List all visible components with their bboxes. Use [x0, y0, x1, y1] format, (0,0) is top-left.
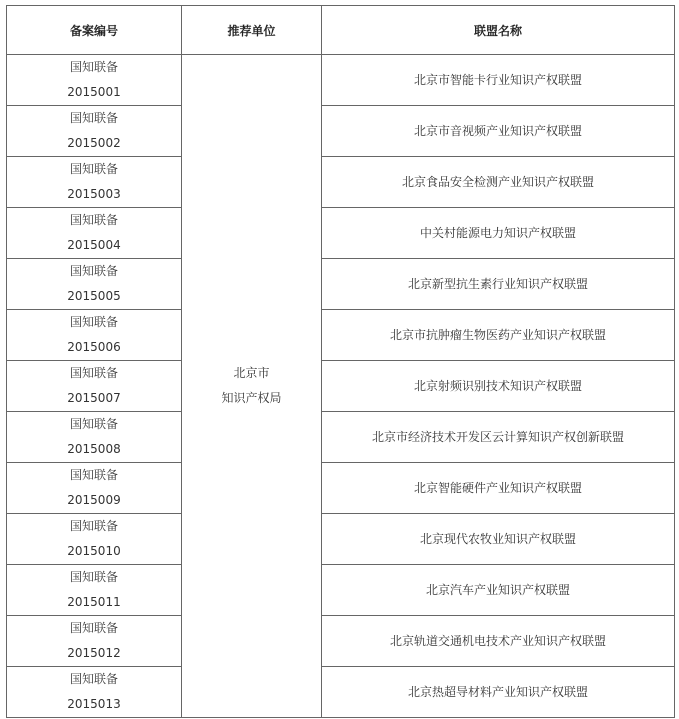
- table-row: [7, 259, 675, 310]
- alliance-name-cell: 北京汽车产业知识产权联盟: [322, 565, 675, 616]
- registration-number: 2015008: [67, 442, 121, 456]
- registration-number-cell: [7, 463, 182, 514]
- registration-number: 2015010: [67, 544, 121, 558]
- registration-number-cell: [7, 616, 182, 667]
- alliance-name-cell: 北京新型抗生素行业知识产权联盟: [322, 259, 675, 310]
- registration-number-cell: [7, 361, 182, 412]
- registration-number: 2015001: [67, 85, 121, 99]
- alliance-name-cell: 中关村能源电力知识产权联盟: [322, 208, 675, 259]
- registration-number: 2015002: [67, 136, 121, 150]
- header-recommending-unit: 推荐单位: [182, 6, 322, 55]
- table-row: [7, 463, 675, 514]
- registration-prefix: 国知联备: [69, 60, 118, 74]
- registration-number: 2015009: [67, 493, 121, 507]
- recommending-unit-line-2: 知识产权局: [221, 391, 282, 405]
- alliance-name-cell: 北京轨道交通机电技术产业知识产权联盟: [322, 616, 675, 667]
- alliance-name-cell: 北京食品安全检测产业知识产权联盟: [322, 157, 675, 208]
- alliance-registry-table: [6, 5, 675, 718]
- header-alliance-name: 联盟名称: [322, 6, 675, 55]
- registration-prefix: 国知联备: [69, 621, 118, 635]
- alliance-name-cell: 北京智能硬件产业知识产权联盟: [322, 463, 675, 514]
- registration-number: 2015011: [67, 595, 121, 609]
- registration-prefix: 国知联备: [69, 315, 118, 329]
- alliance-name-cell: 北京射频识别技术知识产权联盟: [322, 361, 675, 412]
- table-row: [7, 361, 675, 412]
- table-row: [7, 106, 675, 157]
- registration-number: 2015004: [67, 238, 121, 252]
- registration-prefix: 国知联备: [69, 111, 118, 125]
- header-registration-number: 备案编号: [7, 6, 182, 55]
- registration-number-cell: [7, 157, 182, 208]
- registration-number-cell: [7, 208, 182, 259]
- registration-number: 2015003: [67, 187, 121, 201]
- table-row: [7, 412, 675, 463]
- registration-number-cell: [7, 412, 182, 463]
- table-row: [7, 565, 675, 616]
- recommending-unit-cell: [182, 55, 322, 718]
- registration-prefix: 国知联备: [69, 468, 118, 482]
- header-row: [7, 6, 675, 55]
- recommending-unit-line-1: 北京市: [233, 366, 270, 380]
- registration-prefix: 国知联备: [69, 213, 118, 227]
- alliance-name-cell: 北京市智能卡行业知识产权联盟: [322, 55, 675, 106]
- registration-prefix: 国知联备: [69, 366, 118, 380]
- registration-number-cell: [7, 55, 182, 106]
- table-row: [7, 616, 675, 667]
- registration-number: 2015012: [67, 646, 121, 660]
- registration-number: 2015007: [67, 391, 121, 405]
- registration-number-cell: [7, 310, 182, 361]
- alliance-name-cell: 北京市音视频产业知识产权联盟: [322, 106, 675, 157]
- table-row: [7, 514, 675, 565]
- alliance-name-cell: 北京市抗肿瘤生物医药产业知识产权联盟: [322, 310, 675, 361]
- registration-number-cell: [7, 667, 182, 718]
- registration-number: 2015005: [67, 289, 121, 303]
- table-row: [7, 310, 675, 361]
- registration-prefix: 国知联备: [69, 264, 118, 278]
- table-row: [7, 667, 675, 718]
- registration-number: 2015013: [67, 697, 121, 711]
- table-row: [7, 55, 675, 106]
- registration-prefix: 国知联备: [69, 417, 118, 431]
- registration-prefix: 国知联备: [69, 519, 118, 533]
- registration-number-cell: [7, 106, 182, 157]
- registration-number-cell: [7, 565, 182, 616]
- alliance-name-cell: 北京热超导材料产业知识产权联盟: [322, 667, 675, 718]
- registration-prefix: 国知联备: [69, 162, 118, 176]
- alliance-name-cell: 北京现代农牧业知识产权联盟: [322, 514, 675, 565]
- table-row: [7, 208, 675, 259]
- registration-number: 2015006: [67, 340, 121, 354]
- registration-number-cell: [7, 259, 182, 310]
- registration-number-cell: [7, 514, 182, 565]
- registration-prefix: 国知联备: [69, 570, 118, 584]
- registration-prefix: 国知联备: [69, 672, 118, 686]
- alliance-name-cell: 北京市经济技术开发区云计算知识产权创新联盟: [322, 412, 675, 463]
- table-row: [7, 157, 675, 208]
